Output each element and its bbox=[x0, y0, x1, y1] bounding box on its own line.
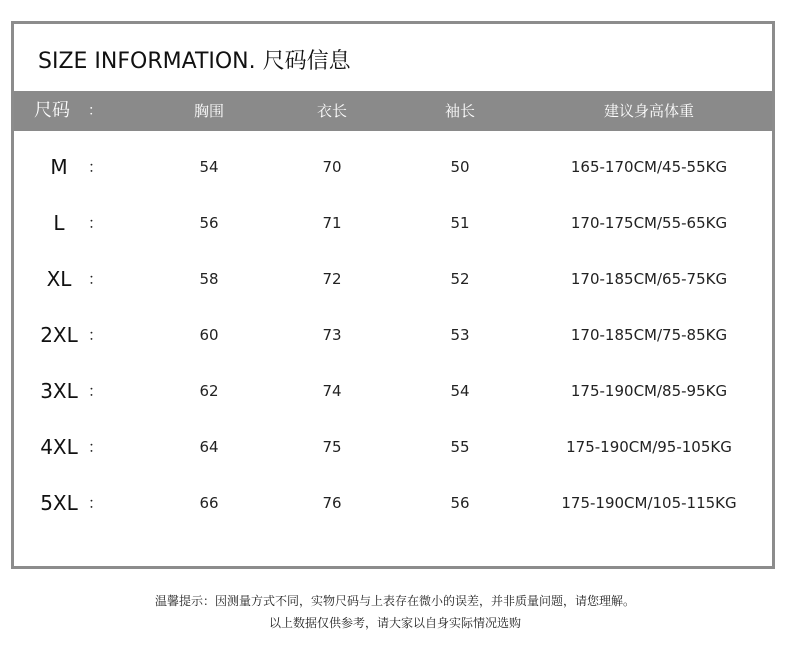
row-sleeve: 56 bbox=[450, 494, 470, 512]
row-size: XL bbox=[46, 267, 72, 291]
row-length: 75 bbox=[322, 438, 342, 456]
row-size: 5XL bbox=[40, 491, 78, 515]
row-recommend: 170-185CM/75-85KG bbox=[570, 326, 728, 344]
row-colon: ： bbox=[88, 494, 104, 512]
chart-title: SIZE INFORMATION. 尺码信息 bbox=[38, 49, 351, 74]
header-size: 尺码 bbox=[34, 100, 70, 121]
row-length: 72 bbox=[322, 270, 342, 288]
row-sleeve: 51 bbox=[450, 214, 470, 232]
row-recommend: 175-190CM/95-105KG bbox=[566, 438, 732, 456]
header-length: 衣长 bbox=[316, 102, 347, 120]
row-recommend: 175-190CM/85-95KG bbox=[570, 382, 728, 400]
row-chest: 60 bbox=[199, 326, 219, 344]
row-colon: ： bbox=[88, 438, 104, 456]
row-recommend: 170-175CM/55-65KG bbox=[570, 214, 728, 232]
table-row bbox=[14, 419, 772, 475]
row-colon: ： bbox=[88, 214, 104, 232]
row-sleeve: 52 bbox=[450, 270, 470, 288]
row-sleeve: 55 bbox=[450, 438, 470, 456]
row-length: 71 bbox=[322, 214, 342, 232]
row-size: 3XL bbox=[40, 379, 78, 403]
row-recommend: 165-170CM/45-55KG bbox=[570, 158, 728, 176]
table-row bbox=[14, 195, 772, 251]
size-chart-frame bbox=[11, 21, 775, 569]
row-chest: 56 bbox=[199, 214, 219, 232]
row-chest: 54 bbox=[199, 158, 219, 176]
table-row bbox=[14, 363, 772, 419]
row-sleeve: 53 bbox=[450, 326, 470, 344]
row-colon: ： bbox=[88, 326, 104, 344]
row-colon: ： bbox=[88, 158, 104, 176]
table-row bbox=[14, 139, 772, 195]
row-size: 2XL bbox=[40, 323, 78, 347]
header-sleeve: 袖长 bbox=[444, 102, 475, 120]
row-chest: 58 bbox=[199, 270, 219, 288]
header-recommend: 建议身高体重 bbox=[603, 102, 694, 120]
row-length: 73 bbox=[322, 326, 342, 344]
table-header bbox=[14, 91, 772, 131]
row-size: M bbox=[50, 155, 68, 179]
row-chest: 64 bbox=[199, 438, 219, 456]
row-length: 74 bbox=[322, 382, 342, 400]
table-row bbox=[14, 475, 772, 531]
row-chest: 62 bbox=[199, 382, 219, 400]
row-colon: ： bbox=[88, 382, 104, 400]
row-recommend: 170-185CM/65-75KG bbox=[570, 270, 728, 288]
row-size: L bbox=[53, 211, 65, 235]
row-sleeve: 54 bbox=[450, 382, 470, 400]
row-size: 4XL bbox=[40, 435, 78, 459]
row-recommend: 175-190CM/105-115KG bbox=[561, 494, 737, 512]
header-chest: 胸围 bbox=[193, 102, 224, 120]
row-chest: 66 bbox=[199, 494, 219, 512]
note-line-2: 以上数据仅供参考，请大家以自身实际情况选购 bbox=[268, 616, 521, 630]
row-length: 76 bbox=[322, 494, 342, 512]
row-sleeve: 50 bbox=[450, 158, 470, 176]
table-row bbox=[14, 251, 772, 307]
table-row bbox=[14, 307, 772, 363]
note-line-1: 温馨提示：因测量方式不同，实物尺码与上表存在微小的误差，并非质量问题，请您理解。 bbox=[154, 594, 635, 608]
row-colon: ： bbox=[88, 270, 104, 288]
header-colon: ： bbox=[88, 103, 102, 119]
row-length: 70 bbox=[322, 158, 342, 176]
